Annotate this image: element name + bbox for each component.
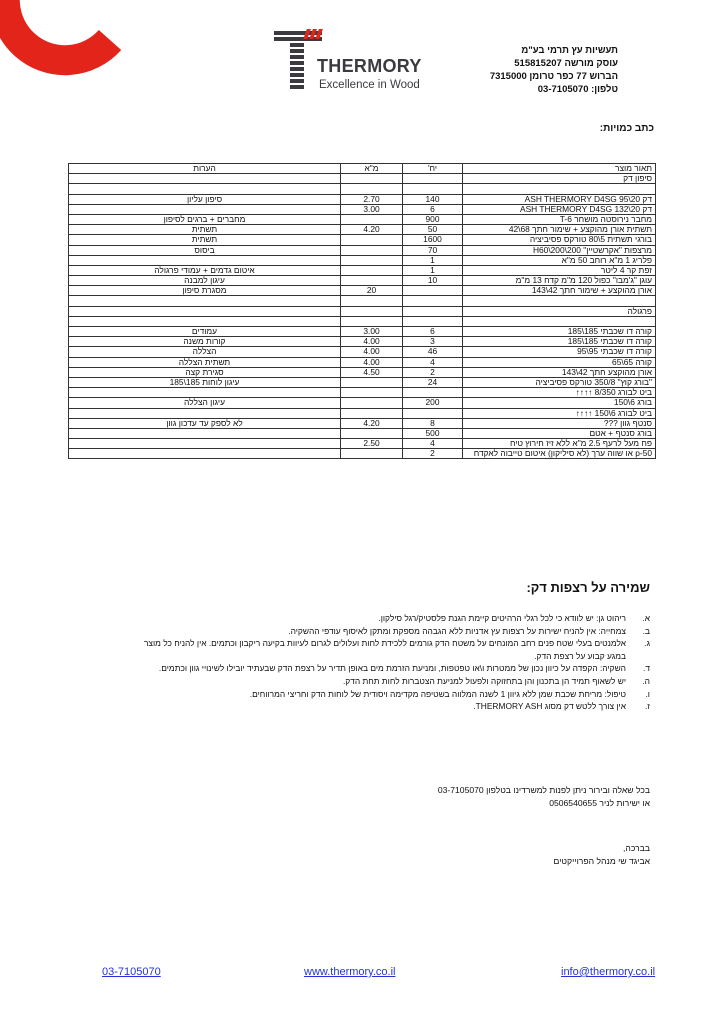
- cell-notes: איטום גדמים + עמודי פרגולה: [69, 265, 341, 275]
- maintenance-item-text: אלמנטים בעלי שטח פנים רחב המונחים על משטח הדק גורמים ללכידת לחות ועלולים לגרום לעיוות בקיעה ריקבון וכתמים. אין להניח כל מוצר במגע קבוע על רצפת הדק.: [143, 638, 626, 661]
- table-row: [69, 265, 656, 275]
- cell-units: 1600: [403, 235, 463, 245]
- cell-units: [403, 174, 463, 184]
- cell-length: [341, 316, 403, 326]
- maintenance-item-marker: ד.: [643, 663, 650, 674]
- cell-notes: [69, 306, 341, 316]
- maintenance-item-text: יש לשאוף תמיד הן בתכנון והן בתחזוקה ולפעול למניעת הצטברות לחות תחת הדק.: [342, 676, 626, 687]
- cell-length: 4.50: [341, 367, 403, 377]
- cell-length: [341, 408, 403, 418]
- table-header-row: [69, 164, 656, 174]
- cell-units: 24: [403, 377, 463, 387]
- table-row: [69, 418, 656, 428]
- cell-units: 2: [403, 367, 463, 377]
- maintenance-item: [130, 662, 650, 674]
- table-row: [69, 347, 656, 357]
- cell-length: [341, 377, 403, 387]
- cell-description: בורג 6\150: [463, 398, 656, 408]
- cell-description: קורה דו שכבתי 185\185: [463, 327, 656, 337]
- cell-length: [341, 306, 403, 316]
- table-row: [69, 388, 656, 398]
- cell-length: [341, 255, 403, 265]
- cell-length: 2.70: [341, 194, 403, 204]
- cell-notes: [69, 388, 341, 398]
- footer-phone-link[interactable]: 03-7105070: [102, 966, 161, 978]
- decorative-red-arc: [0, 0, 140, 110]
- table-row: [69, 337, 656, 347]
- table-row: [69, 428, 656, 438]
- maintenance-item-text: השקיה: הקפדה על כיוון נכון של ממטרות ו\או טפטפות, ומניעת הזרמת מים באופן תדיר על רצפת הדק שבעתיד יובילו לשינויי גוון וכתמים.: [158, 663, 626, 674]
- cell-units: 1: [403, 255, 463, 265]
- table-row: [69, 398, 656, 408]
- maintenance-item-marker: ב.: [642, 625, 650, 636]
- table-row: [69, 316, 656, 326]
- cell-length: [341, 235, 403, 245]
- maintenance-item: [130, 625, 650, 637]
- cell-units: 6: [403, 327, 463, 337]
- cell-length: [341, 245, 403, 255]
- cell-units: 200: [403, 398, 463, 408]
- cell-length: 4.00: [341, 337, 403, 347]
- cell-units: 140: [403, 194, 463, 204]
- table-row: [69, 357, 656, 367]
- maintenance-item: [130, 688, 650, 700]
- header-units: יח': [403, 164, 463, 174]
- cell-notes: קורות משנה: [69, 337, 341, 347]
- table-row: [69, 184, 656, 194]
- logo-wordmark: THERMORY: [317, 56, 422, 76]
- cell-notes: לא לספק עד עדכון גוון: [69, 418, 341, 428]
- cell-units: 1: [403, 265, 463, 275]
- logo-tagline: Excellence in Wood: [319, 79, 420, 91]
- company-registration: עוסק מורשה 515815207: [514, 58, 618, 69]
- contact-line: או ישירות לניר 0506540655: [549, 797, 650, 808]
- maintenance-title: שמירה על רצפות דק:: [526, 580, 650, 595]
- cell-description: ביט לבורג 8/350 ↑↑↑↑: [463, 388, 656, 398]
- cell-units: 6: [403, 204, 463, 214]
- table-row: [69, 276, 656, 286]
- cell-notes: [69, 255, 341, 265]
- maintenance-item: [130, 675, 650, 687]
- cell-notes: תשתית: [69, 225, 341, 235]
- cell-notes: [69, 449, 341, 459]
- cell-length: [341, 174, 403, 184]
- cell-notes: מסגרת סיפון: [69, 286, 341, 296]
- table-row: [69, 235, 656, 245]
- cell-length: [341, 449, 403, 459]
- cell-notes: סגירת קצה: [69, 367, 341, 377]
- cell-units: [403, 286, 463, 296]
- company-phone: טלפון: 03-7105070: [537, 84, 618, 95]
- cell-units: 900: [403, 214, 463, 224]
- cell-length: [341, 265, 403, 275]
- cell-description: קורה דו שכבתי 185\185: [463, 337, 656, 347]
- cell-length: [341, 388, 403, 398]
- cell-description: בורג סנטף + אטם: [463, 428, 656, 438]
- quantities-table: [68, 163, 656, 459]
- maintenance-item: [130, 700, 650, 712]
- signoff: [554, 842, 650, 868]
- maintenance-item-marker: ג.: [644, 638, 650, 649]
- maintenance-item-marker: ה.: [642, 676, 650, 687]
- cell-notes: סיפון עליון: [69, 194, 341, 204]
- table-row: [69, 255, 656, 265]
- signoff-greeting: בברכה,: [623, 843, 650, 853]
- cell-description: אורן מהוקצע חתך 42\143: [463, 367, 656, 377]
- cell-description: קורה דו שכבתי 95\95: [463, 347, 656, 357]
- cell-description: "בורג קוץ" 350/8 טורקס פסיביציה: [463, 377, 656, 387]
- cell-length: 3.00: [341, 204, 403, 214]
- cell-description: עוגן "ג'מבו" כפול 120 מ"מ קדח 13 מ"מ: [463, 276, 656, 286]
- maintenance-item: [130, 637, 650, 661]
- cell-notes: [69, 184, 341, 194]
- header-notes: הערות: [69, 164, 341, 174]
- cell-length: [341, 276, 403, 286]
- table-row: [69, 194, 656, 204]
- cell-description: זפת קר 4 ליטר: [463, 265, 656, 275]
- cell-length: 4.20: [341, 418, 403, 428]
- footer-email-link[interactable]: info@thermory.co.il: [561, 966, 656, 978]
- maintenance-item-text: אין צורך ללטש דק מסוג THERMORY ASH.: [473, 701, 626, 712]
- cell-notes: עיגון הצללה: [69, 398, 341, 408]
- cell-description: פלריג 1 מ"א רוחב 50 מ"א: [463, 255, 656, 265]
- header-description: תאור מוצר: [463, 164, 656, 174]
- cell-notes: תשתית הצללה: [69, 357, 341, 367]
- contact-line: בכל שאלה ובירור ניתן לפנות למשרדינו בטלפון 03-7105070: [437, 785, 650, 795]
- cell-units: [403, 316, 463, 326]
- cell-length: [341, 296, 403, 306]
- table-row: [69, 225, 656, 235]
- table-row: [69, 367, 656, 377]
- cell-units: 70: [403, 245, 463, 255]
- signoff-signature: אביגד שי מנהל הפרוייקטים: [553, 856, 650, 866]
- table-row: [69, 327, 656, 337]
- cell-units: 10: [403, 276, 463, 286]
- cell-notes: הצללה: [69, 347, 341, 357]
- maintenance-item-text: טיפול: מריחת שכבת שמן ללא גיוון 1 לשנה המלווה בשטיפה מקדימה ויסודית של לוחות הדק וחריצי המרווחים.: [249, 688, 626, 699]
- cell-description: ביט לבורג 6\150 ↑↑↑↑: [463, 408, 656, 418]
- cell-notes: [69, 428, 341, 438]
- cell-units: 3: [403, 337, 463, 347]
- cell-description: [463, 184, 656, 194]
- cell-length: 20: [341, 286, 403, 296]
- cell-description: מרצפות "אקרשטיין" H60\200\200: [463, 245, 656, 255]
- cell-length: 4.00: [341, 347, 403, 357]
- cell-units: 50: [403, 225, 463, 235]
- cell-units: 8: [403, 418, 463, 428]
- cell-units: 4: [403, 357, 463, 367]
- cell-description: [463, 316, 656, 326]
- cell-notes: ביסוס: [69, 245, 341, 255]
- table-row: [69, 204, 656, 214]
- maintenance-item-marker: ז.: [644, 701, 650, 712]
- table-row: [69, 286, 656, 296]
- cell-notes: עיגון למבנה: [69, 276, 341, 286]
- company-name: תעשיות עץ תרמי בע"מ: [521, 45, 618, 56]
- cell-length: 2.50: [341, 439, 403, 449]
- cell-description: פרגולה: [463, 306, 656, 316]
- maintenance-item: [130, 612, 650, 624]
- cell-notes: [69, 408, 341, 418]
- table-row: [69, 296, 656, 306]
- company-address: הברוש 77 כפר טרומן 7315000: [489, 71, 618, 82]
- company-details: [490, 44, 618, 96]
- cell-units: [403, 184, 463, 194]
- cell-notes: [69, 439, 341, 449]
- cell-units: 2: [403, 449, 463, 459]
- table-row: [69, 174, 656, 184]
- cell-length: 3.00: [341, 327, 403, 337]
- cell-description: אורן מהוקצע + שימור חתך 42\143: [463, 286, 656, 296]
- contact-info: [438, 784, 650, 809]
- table-row: [69, 439, 656, 449]
- cell-notes: [69, 174, 341, 184]
- cell-description: בורגי תשתית 5\80 טורקס פסיביציה: [463, 235, 656, 245]
- cell-description: סיפון דק: [463, 174, 656, 184]
- maintenance-list: [130, 612, 650, 713]
- cell-units: 500: [403, 428, 463, 438]
- footer-website-link[interactable]: www.thermory.co.il: [304, 966, 396, 978]
- cell-notes: [69, 204, 341, 214]
- cell-length: 4.00: [341, 357, 403, 367]
- table-row: [69, 214, 656, 224]
- cell-length: [341, 214, 403, 224]
- cell-units: 46: [403, 347, 463, 357]
- cell-notes: [69, 316, 341, 326]
- maintenance-item-marker: ו.: [645, 688, 650, 699]
- cell-length: 4.20: [341, 225, 403, 235]
- cell-description: דק ASH THERMORY D4SG 95\20: [463, 194, 656, 204]
- document-title: כתב כמויות:: [599, 123, 654, 134]
- cell-length: [341, 398, 403, 408]
- cell-units: [403, 388, 463, 398]
- header-length: מ"א: [341, 164, 403, 174]
- table-row: [69, 449, 656, 459]
- table-row: [69, 377, 656, 387]
- maintenance-item-text: צמחייה: אין להניח ישירות על רצפות עץ אדניות ללא הגבהה מספקת ומתקן לאיסוף עודפי ההשקיה.: [288, 625, 626, 636]
- cell-notes: עיגון לוחות 185\185: [69, 377, 341, 387]
- cell-description: תשתית אורן מהוקצע + שימור חתך 68\42: [463, 225, 656, 235]
- cell-units: [403, 296, 463, 306]
- cell-notes: תשתית: [69, 235, 341, 245]
- cell-notes: עמודים: [69, 327, 341, 337]
- cell-description: מחבר נירוסטה מושחר T-6: [463, 214, 656, 224]
- cell-description: קורה 65\65: [463, 357, 656, 367]
- cell-units: 4: [403, 439, 463, 449]
- cell-description: פח מעל לרעף 2.5 מ"א ללא זיז חירוץ טיח: [463, 439, 656, 449]
- cell-units: [403, 306, 463, 316]
- cell-notes: [69, 296, 341, 306]
- cell-length: [341, 184, 403, 194]
- table-row: [69, 306, 656, 316]
- maintenance-item-marker: א.: [642, 613, 650, 623]
- cell-description: דק ASH THERMORY D4SG 132\20: [463, 204, 656, 214]
- cell-description: סנטף גוון ???: [463, 418, 656, 428]
- cell-length: [341, 428, 403, 438]
- table-row: [69, 245, 656, 255]
- cell-notes: מחברים + ברגים לסיפון: [69, 214, 341, 224]
- table-row: [69, 408, 656, 418]
- maintenance-item-text: ריהוט גן: יש לוודא כי לכל רגלי הרהיטים קיימת הגנת פלסטיק/רגל סילקון.: [378, 613, 626, 623]
- cell-description: [463, 296, 656, 306]
- cell-units: [403, 408, 463, 418]
- cell-description: p-50 או שווה ערך (לא סיליקון) איטום טייבוה לאקדח: [463, 449, 656, 459]
